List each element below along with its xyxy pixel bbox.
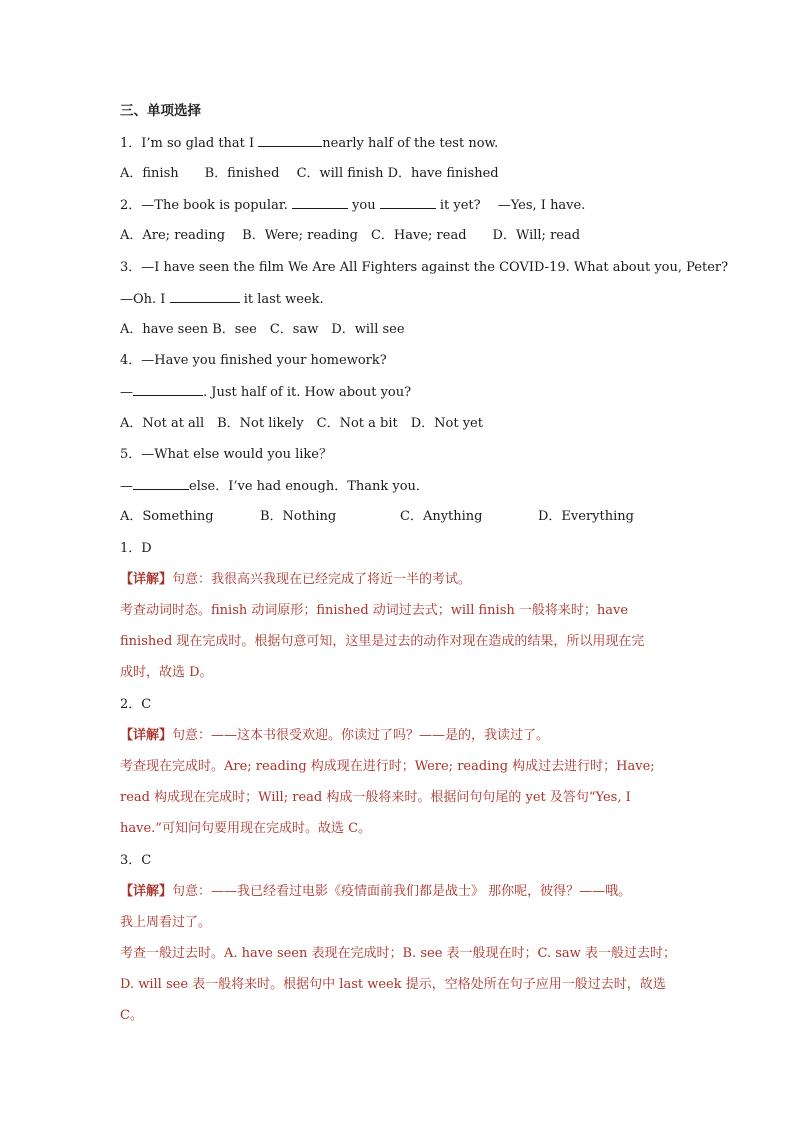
answer-3-explain: 考查一般过去时。A. have seen 表现在完成时；B. see 表一般现在时；C. saw 表一般过去时； xyxy=(120,946,676,961)
answer-3-explain: C。 xyxy=(120,1008,143,1023)
answer-2-key: 2．C xyxy=(120,697,152,712)
answer-blank xyxy=(292,196,348,209)
question-3-reply: —Oh. I it last week. xyxy=(120,292,324,307)
question-4-options: A．Not at all B．Not likely C．Not a bit D．Not yet xyxy=(120,416,483,431)
section-title: 三、单项选择 xyxy=(120,103,201,119)
answer-2-explain: 考查现在完成时。Are; reading 构成现在进行时；Were; reading 构成过去进行时；Have; xyxy=(120,759,655,774)
answer-blank xyxy=(133,383,203,396)
question-4-reply: — . Just half of it. How about you? xyxy=(120,385,412,400)
question-1-stem: 1．I’m so glad that I nearly half of the test now. xyxy=(120,136,499,151)
question-5-stem: 5．—What else would you like？ xyxy=(120,447,332,462)
question-1-options: A．finish B．finished C．will finish D．have finished xyxy=(120,166,499,181)
answer-2-explain: have.”可知问句要用现在完成时。故选 C。 xyxy=(120,821,372,836)
answer-1-explain: 考查动词时态。finish 动词原形；finished 动词过去式；will finish 一般将来时；have xyxy=(120,603,629,618)
answer-blank xyxy=(170,290,240,303)
question-3-options: A．have seen B．see C．saw D．will see xyxy=(120,322,405,337)
question-5-reply: — else．I’ve had enough．Thank you． xyxy=(120,479,429,494)
question-3-stem: 3．—I have seen the film We Are All Fighters against the COVID-19. What about you, Peter? xyxy=(120,260,729,275)
answer-3-key: 3．C xyxy=(120,853,152,868)
question-5-option-a: A．Something xyxy=(120,509,214,524)
question-2-options: A．Are; reading B．Were; reading C．Have; read D．Will; read xyxy=(120,228,581,243)
question-5-option-d: D．Everything xyxy=(538,509,634,524)
question-2-stem: 2．—The book is popular. you it yet? —Yes, I have. xyxy=(120,198,586,213)
answer-2-detail: 【详解】句意：——这本书很受欢迎。你读过了吗？——是的，我读过了。 xyxy=(120,728,550,743)
answer-blank xyxy=(258,134,322,147)
answer-2-explain: read 构成现在完成时；Will; read 构成一般将来时。根据问句句尾的 yet 及答句“Yes, I xyxy=(120,790,631,805)
question-5-option-b: B．Nothing xyxy=(260,509,337,524)
answer-3-explain: D. will see 表一般将来时。根据句中 last week 提示，空格处所在句子应用一般过去时，故选 xyxy=(120,977,666,992)
answer-1-explain: 成时，故选 D。 xyxy=(120,665,213,680)
answer-1-detail: 【详解】句意：我很高兴我现在已经完成了将近一半的考试。 xyxy=(120,572,472,587)
answer-3-detail: 【详解】句意：——我已经看过电影《疫情面前我们都是战士》 那你呢，彼得？——哦。 xyxy=(120,884,632,899)
answer-3-detail-cont: 我上周看过了。 xyxy=(120,915,212,930)
question-4-stem: 4．—Have you finished your homework? xyxy=(120,353,387,368)
answer-1-explain: finished 现在完成时。根据句意可知，这里是过去的动作对现在造成的结果，所以用现在完 xyxy=(120,634,645,649)
answer-1-key: 1．D xyxy=(120,541,152,556)
answer-blank xyxy=(133,477,189,490)
answer-blank xyxy=(380,196,436,209)
question-5-option-c: C．Anything xyxy=(400,509,483,524)
